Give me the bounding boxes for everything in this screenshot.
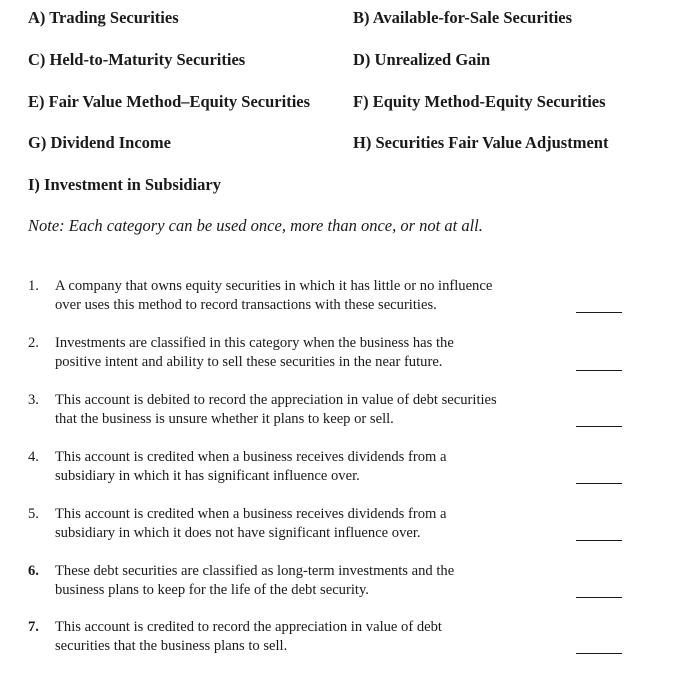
answer-blank[interactable] [576,540,622,541]
question-line-1: This account is credited when a business receives dividends from a [55,506,447,522]
category-e: E) Fair Value Method–Equity Securities [28,92,311,111]
category-a: A) Trading Securities [28,8,179,27]
question-number: 6. [28,563,39,579]
question-number: 3. [28,392,39,408]
question-text [55,448,575,486]
answer-blank[interactable] [576,483,622,484]
question-line-2: over uses this method to record transactions with these securities. [55,297,437,313]
answer-blank[interactable] [576,370,622,371]
answer-blank[interactable] [576,597,622,598]
question-number: 1. [28,278,39,294]
question-text [55,391,575,429]
question-line-2: subsidiary in which it has significant influence over. [55,468,360,484]
answer-blank[interactable] [576,653,622,654]
question-number: 5. [28,506,39,522]
question-line-2: subsidiary in which it does not have significant influence over. [55,525,421,541]
question-number: 4. [28,449,39,465]
question-line-1: This account is debited to record the appreciation in value of debt securities [55,392,497,408]
question-number: 7. [28,619,39,635]
category-i: I) Investment in Subsidiary [28,175,221,194]
category-b: B) Available-for-Sale Securities [353,8,573,27]
question-line-1: These debt securities are classified as long-term investments and the [55,563,455,579]
category-c: C) Held-to-Maturity Securities [28,50,246,69]
category-h: H) Securities Fair Value Adjustment [353,133,609,152]
question-text [55,277,575,315]
question-line-2: business plans to keep for the life of the debt security. [55,582,369,598]
question-text [55,562,575,600]
question-line-1: Investments are classified in this category when the business has the [55,335,454,351]
question-number: 2. [28,335,39,351]
question-line-1: This account is credited to record the appreciation in value of debt [55,619,442,635]
category-f: F) Equity Method-Equity Securities [353,92,606,111]
question-text [55,334,575,372]
question-text [55,618,575,656]
question-text [55,505,575,543]
question-line-2: positive intent and ability to sell these securities in the near future. [55,354,443,370]
question-line-1: This account is credited when a business receives dividends from a [55,449,447,465]
answer-blank[interactable] [576,426,622,427]
category-g: G) Dividend Income [28,133,172,152]
category-d: D) Unrealized Gain [353,50,491,69]
question-line-1: A company that owns equity securities in which it has little or no influence [55,278,493,294]
question-line-2: that the business is unsure whether it plans to keep or sell. [55,411,394,427]
answer-blank[interactable] [576,312,622,313]
question-line-2: securities that the business plans to sell. [55,638,288,654]
instructions-note: Note: Each category can be used once, more than once, or not at all. [28,216,483,235]
